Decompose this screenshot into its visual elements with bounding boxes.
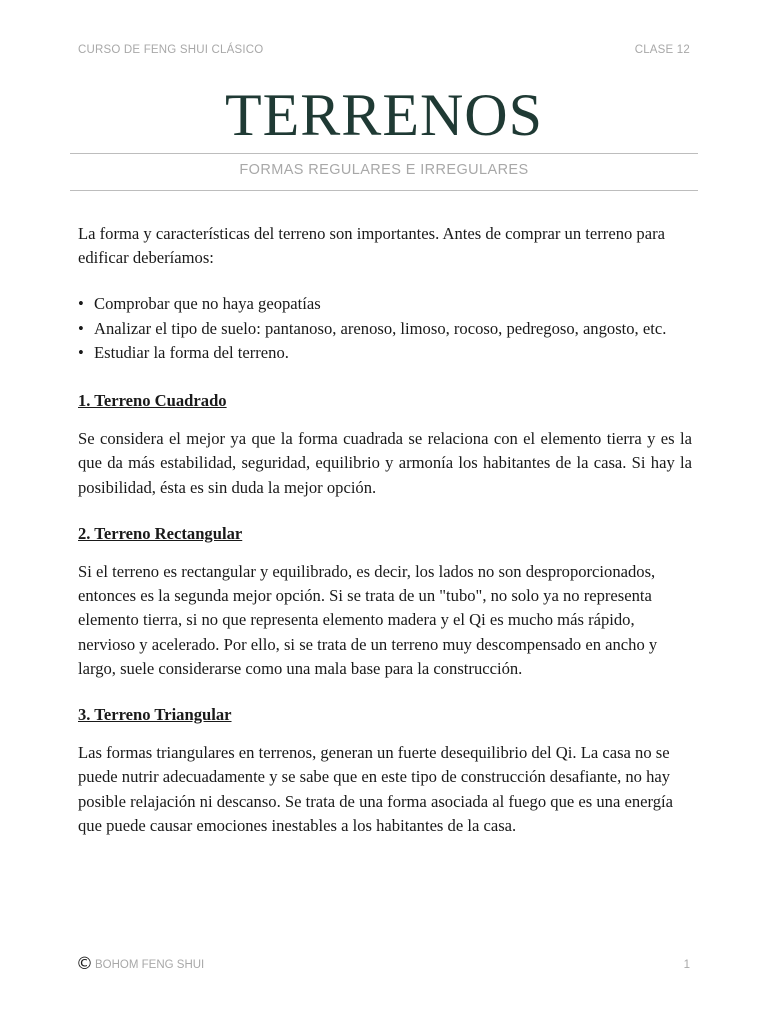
section-heading-triangular: 3. Terreno Triangular [78, 705, 232, 725]
section-body-square: Se considera el mejor ya que la forma cuadrada se relaciona con el elemento tierra y es la que da más estabilidad, seguridad, equilibrio y armonía los habitantes de la casa. Si hay la posibilidad, ésta es sin duda la mejor opción. [78, 429, 692, 497]
list-item: • Estudiar la forma del terreno. [78, 341, 692, 365]
section-heading-square: 1. Terreno Cuadrado [78, 391, 227, 411]
footer-brand: BOHOM FENG SHUI [95, 958, 205, 971]
copyright-icon: © [76, 954, 93, 974]
intro-paragraph: La forma y características del terreno son importantes. Antes de comprar un terreno para edificar deberíamos: [78, 224, 665, 268]
footer-brand-group [76, 956, 204, 973]
section-body-triangular: Las formas triangulares en terrenos, generan un fuerte desequilibrio del Qi. La casa no se puede nutrir adecuadamente y se sabe que en este tipo de construcción desafiante, no hay posible relajación ni descanso. Se trata de una forma asociada al fuego que es una energía que puede causar emociones inestables a los habitantes de la casa. [78, 743, 673, 835]
list-item: • Comprobar que no haya geopatías [78, 292, 692, 316]
page-header [78, 44, 690, 56]
section-heading-rectangular: 2. Terreno Rectangular [78, 523, 243, 543]
top-divider [70, 153, 698, 154]
page-title: TERRENOS [224, 82, 544, 148]
page-number: 1 [683, 958, 690, 971]
list-item: • Analizar el tipo de suelo: pantanoso, arenoso, limoso, rocoso, pedregoso, angosto, etc. [78, 317, 692, 341]
lesson-number: CLASE 12 [634, 44, 690, 56]
page-footer [76, 956, 690, 973]
course-name: CURSO DE FENG SHUI CLÁSICO [78, 44, 264, 56]
section-body-rectangular: Si el terreno es rectangular y equilibrado, es decir, los lados no son desproporcionados, entonces es la segunda mejor opción. Si se trata de un "tubo", no solo ya no representa elemento tierra, si no que representa elemento madera y el Qi es mucho más rápido, nervioso y acelerado. Por ello, si se trata de un terreno muy descompensado en ancho y largo, suele considerarse como una mala base para la construcción. [78, 562, 658, 678]
document-body [78, 222, 692, 838]
requirements-list [78, 292, 692, 365]
page-subtitle: FORMAS REGULARES E IRREGULARES [239, 162, 529, 178]
bottom-divider [70, 190, 698, 191]
